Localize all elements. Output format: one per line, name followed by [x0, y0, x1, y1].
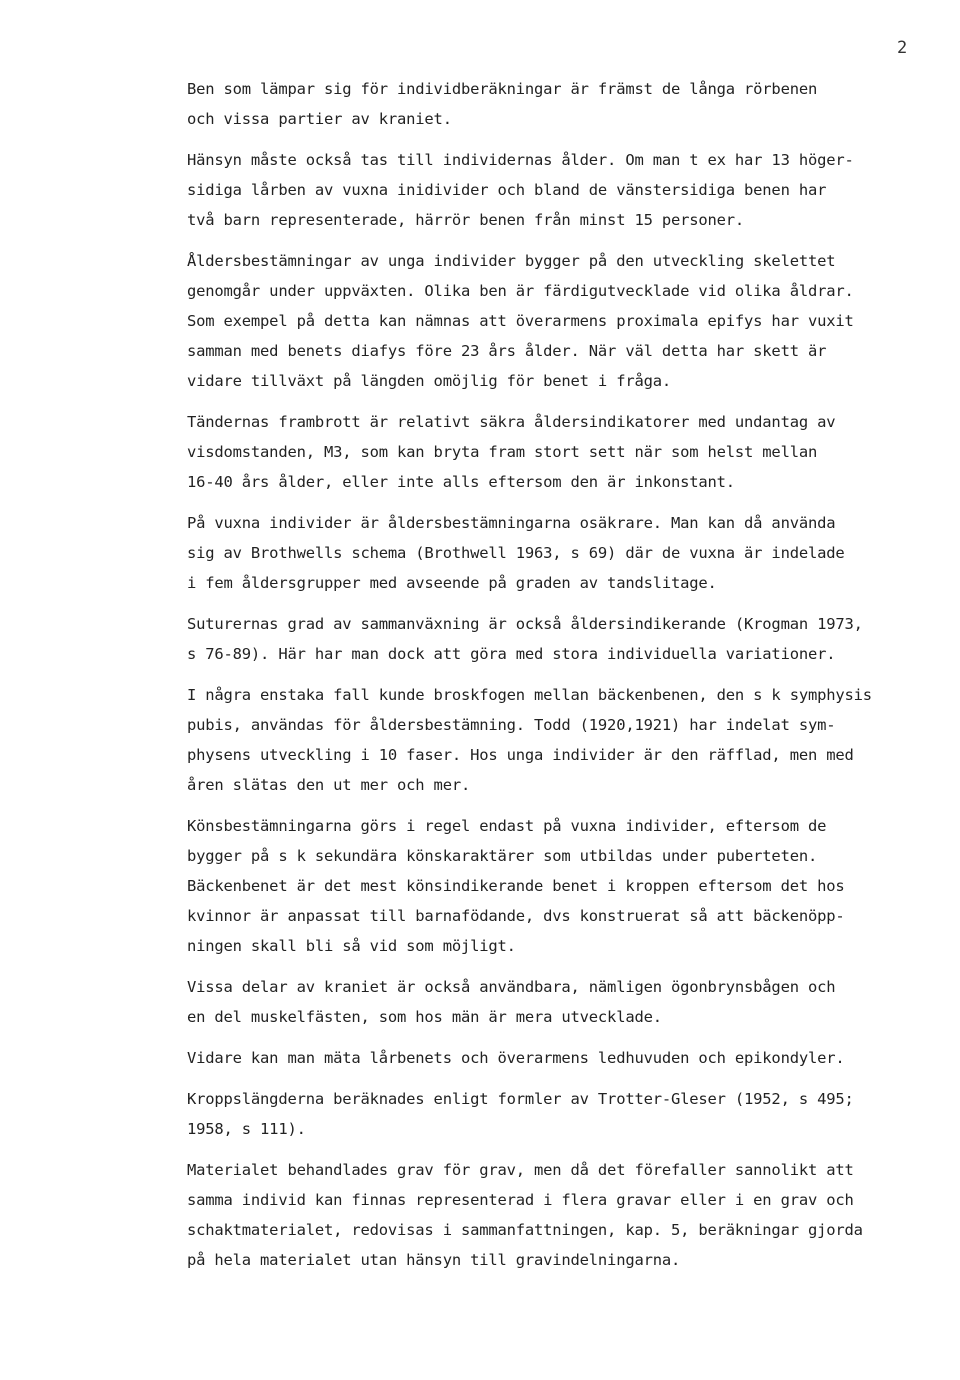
paragraph-measurements: [187, 1043, 927, 1073]
text-line: samma individ kan finnas representerad i flera gravar eller i en grav och: [187, 1191, 854, 1209]
text-line: physens utveckling i 10 faser. Hos unga individer är den räfflad, men med: [187, 746, 854, 764]
text-line: bygger på s k sekundära könskaraktärer som utbildas under puberteten.: [187, 847, 818, 865]
text-line: Åldersbestämningar av unga individer bygger på den utveckling skelettet: [187, 252, 836, 270]
text-line: sidiga lårben av vuxna inidivider och bland de vänstersidiga benen har: [187, 181, 827, 199]
text-line: Ben som lämpar sig för individberäkningar är främst de långa rörbenen: [187, 80, 818, 98]
paragraph-body-length: [187, 1084, 927, 1144]
text-line: s 76-89). Här har man dock att göra med stora individuella variationer.: [187, 645, 836, 663]
paragraph-young-age-determination: [187, 246, 927, 396]
text-line: och vissa partier av kraniet.: [187, 110, 452, 128]
paragraph-individual-age: [187, 145, 927, 235]
paragraph-adult-age: [187, 508, 927, 598]
text-line: I några enstaka fall kunde broskfogen mellan bäckenbenen, den s k symphysis: [187, 686, 872, 704]
text-line: två barn representerade, härrör benen från minst 15 personer.: [187, 211, 745, 229]
text-line: ningen skall bli så vid som möjligt.: [187, 937, 516, 955]
text-line: Som exempel på detta kan nämnas att överarmens proximala epifys har vuxit: [187, 312, 854, 330]
text-line: Tändernas frambrott är relativt säkra åldersindikatorer med undantag av: [187, 413, 836, 431]
text-line: Kroppslängderna beräknades enligt formler av Trotter-Gleser (1952, s 495;: [187, 1090, 854, 1108]
paragraph-teeth-eruption: [187, 407, 927, 497]
text-line: kvinnor är anpassat till barnafödande, dvs konstruerat så att bäckenöpp-: [187, 907, 845, 925]
text-line: Hänsyn måste också tas till individernas ålder. Om man t ex har 13 höger-: [187, 151, 854, 169]
text-line: på hela materialet utan hänsyn till gravindelningarna.: [187, 1251, 681, 1269]
text-line: schaktmaterialet, redovisas i sammanfattningen, kap. 5, beräkningar gjorda: [187, 1221, 863, 1239]
text-line: Bäckenbenet är det mest könsindikerande benet i kroppen eftersom det hos: [187, 877, 845, 895]
text-line: sig av Brothwells schema (Brothwell 1963, s 69) där de vuxna är indelade: [187, 544, 845, 562]
text-line: Könsbestämningarna görs i regel endast på vuxna individer, eftersom de: [187, 817, 827, 835]
text-line: Materialet behandlades grav för grav, men då det förefaller sannolikt att: [187, 1161, 854, 1179]
text-line: visdomstanden, M3, som kan bryta fram stort sett när som helst mellan: [187, 443, 818, 461]
paragraph-bone-selection: [187, 74, 927, 134]
paragraph-cranium: [187, 972, 927, 1032]
page-number: 2: [897, 38, 908, 58]
paragraph-sex-determination: [187, 811, 927, 961]
text-line: Suturernas grad av sammanväxning är också åldersindikerande (Krogman 1973,: [187, 615, 863, 633]
paragraph-sutures: [187, 609, 927, 669]
text-line: 1958, s 111).: [187, 1120, 306, 1138]
text-line: i fem åldersgrupper med avseende på graden av tandslitage.: [187, 574, 717, 592]
text-line: samman med benets diafys före 23 års ålder. När väl detta har skett är: [187, 342, 827, 360]
text-line: pubis, användas för åldersbestämning. Todd (1920,1921) har indelat sym-: [187, 716, 836, 734]
text-line: vidare tillväxt på längden omöjlig för benet i fråga.: [187, 372, 671, 390]
paragraph-material: [187, 1155, 927, 1275]
paragraph-symphysis-pubis: [187, 680, 927, 800]
text-line: Vissa delar av kraniet är också användbara, nämligen ögonbrynsbågen och: [187, 978, 836, 996]
text-line: åren slätas den ut mer och mer.: [187, 776, 471, 794]
document-body: [187, 74, 927, 1286]
text-line: På vuxna individer är åldersbestämningarna osäkrare. Man kan då använda: [187, 514, 836, 532]
text-line: en del muskelfästen, som hos män är mera utvecklade.: [187, 1008, 662, 1026]
text-line: 16-40 års ålder, eller inte alls eftersom den är inkonstant.: [187, 473, 735, 491]
text-line: genomgår under uppväxten. Olika ben är färdigutvecklade vid olika åldrar.: [187, 282, 854, 300]
text-line: Vidare kan man mäta lårbenets och överarmens ledhuvuden och epikondyler.: [187, 1049, 845, 1067]
